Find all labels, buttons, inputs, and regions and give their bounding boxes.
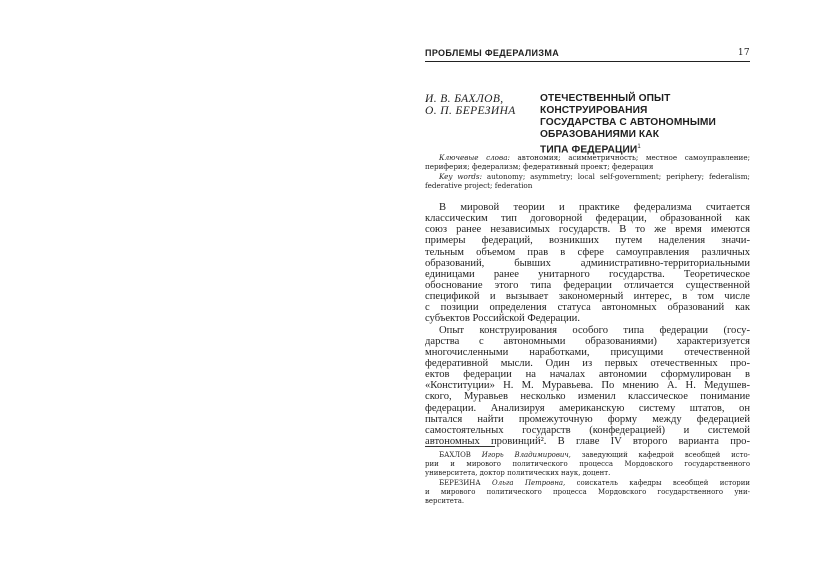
footnote-divider [425, 446, 495, 447]
footnote-author-surname: БАХЛОВ [439, 451, 471, 459]
body-line: В мировой теории и практике федерализма считается [439, 202, 750, 213]
body-line: федерации. Анализируя американскую систему штатов, он [425, 402, 750, 414]
body-line: «Конституции» Н. М. Муравьева. По мнению А. Н. Медушев- [425, 380, 750, 392]
body-line: обоснование этого типа федерации отличается существенной [425, 279, 750, 291]
section-title: ПРОБЛЕМЫ ФЕДЕРАЛИЗМА [425, 48, 560, 58]
keywords-ru-text: автономия; асимметричность; местное самоуправление; периферия; федерализм; федеративный проект; федерация [425, 153, 750, 172]
body-line: субъектов Российской Федерации. [425, 313, 581, 325]
footnote-line: и мирового политического процесса Мордовского государственного уни- [425, 487, 750, 496]
keywords-en-label: Key words: [439, 171, 482, 181]
footnote-line [425, 451, 750, 460]
footnote-author-surname: БЕРЕЗИНА [439, 478, 481, 487]
article-body [425, 202, 750, 447]
title-line: КОНСТРУИРОВАНИЯ [540, 105, 648, 116]
body-line: единицами ранее унитарного государства. Теоретическое [425, 268, 750, 280]
body-line: тельным объемом прав в сфере самоуправления различных [425, 246, 750, 258]
keywords-ru [425, 153, 750, 172]
footnote-line: рии и мирового политического процесса Мордовского государственного [425, 460, 750, 469]
footnote-line: верситета. [425, 496, 465, 505]
footnote-line: университета, доктор политических наук, доцент. [425, 469, 611, 478]
title-footnote-mark: 1 [637, 144, 641, 150]
author-name: И. В. БАХЛОВ, [425, 93, 504, 105]
authors-block [425, 93, 533, 117]
body-line: с позиции определения статуса автономных образований как [425, 302, 750, 314]
body-line: автономных провинций². В главе IV второго варианта про- [425, 435, 750, 447]
footnote-berezina [425, 479, 750, 507]
body-line: пытался найти промежуточную форму между федерацией [425, 413, 750, 425]
keywords-en [425, 172, 750, 191]
footnote-text: соискатель кафедры всеобщей истории [576, 478, 750, 487]
footnote-author-given: Игорь Владимирович, [481, 451, 571, 459]
keywords-ru-label: Ключевые слова: [439, 153, 510, 162]
article-title [540, 93, 755, 156]
title-line-text: ТИПА ФЕДЕРАЦИИ [540, 144, 638, 156]
author-name: О. П. БЕРЕЗИНА [425, 105, 516, 117]
footnote-text: заведующий кафедрой всеобщей исто- [581, 451, 750, 459]
title-line: ОТЕЧЕСТВЕННЫЙ ОПЫТ [540, 93, 671, 104]
body-line: примеры федераций, возникших путем наделения значи- [425, 235, 750, 247]
footnote-bakhlov [425, 451, 750, 479]
footnote-line [425, 479, 750, 488]
body-line: самостоятельных государств (конфедерацией) и системой [425, 424, 750, 436]
title-line: ГОСУДАРСТВА С АВТОНОМНЫМИ [540, 117, 716, 128]
body-paragraph-2 [425, 325, 750, 448]
body-line: ектов федерации на началах автономии сформулирован в [425, 369, 750, 381]
footnotes-block [425, 451, 750, 506]
page-number: 17 [737, 48, 750, 58]
body-line: ского, Муравьев несколько изменил классическое понимание [425, 391, 750, 403]
body-line: федеративной мысли. Один из первых отечественных про- [425, 357, 750, 369]
running-header [425, 47, 750, 62]
body-line: классическим тип договорной федерации, образованной как [425, 213, 750, 225]
keywords-block [425, 153, 750, 190]
body-line: спецификой и вызывает закономерный интерес, в том числе [425, 291, 750, 303]
body-paragraph-1 [425, 202, 750, 325]
body-line: многочисленными наработками, присущими отечественной [425, 346, 750, 358]
title-line: ОБРАЗОВАНИЯМИ КАК [540, 129, 660, 140]
body-line: дарства с автономными образованиями) характеризуется [425, 335, 750, 347]
footnote-author-given: Ольга Петровна, [492, 478, 566, 487]
keywords-en-text: autonomy; asymmetry; local self-government; periphery; federalism; federative project; federation [425, 171, 750, 190]
body-line: Опыт конструирования особого типа федерации (госу- [439, 324, 750, 336]
body-line: союз ранее независимых государств. В то же время имеются [425, 224, 750, 236]
body-line: образований, бывших административно-территориальными [425, 257, 750, 269]
